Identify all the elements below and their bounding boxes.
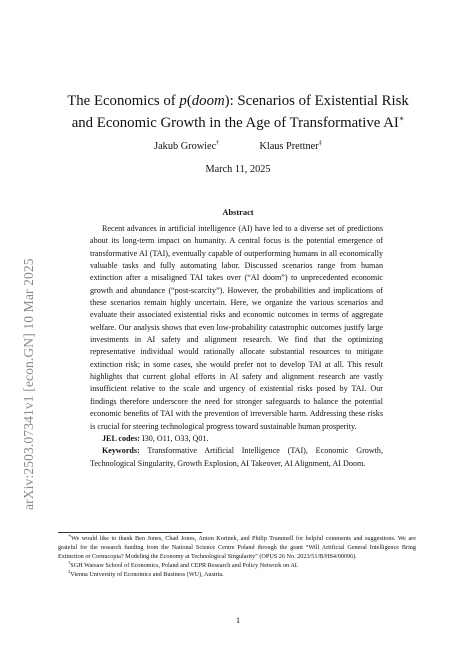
footnote-marker: ‡ <box>68 568 71 574</box>
footnote-divider <box>58 532 202 533</box>
footnote-marker: ∗ <box>68 532 72 538</box>
title-text-end: ): Scenarios of Existential Risk and Economic Growth in the Age of Transformative AI <box>71 93 409 131</box>
author-name: Jakub Growiec <box>154 141 217 152</box>
author-footnote-marker: ‡ <box>318 139 322 147</box>
author-list <box>58 141 418 152</box>
footnotes <box>58 532 416 580</box>
title-footnote-marker: ∗ <box>398 114 405 124</box>
footnote-affiliation-growiec <box>58 559 416 571</box>
keywords <box>90 445 383 470</box>
author-growiec <box>154 141 219 152</box>
abstract-paragraph: Recent advances in artificial intelligence (AI) have led to a diverse set of predictions about its long-term impact on humanity. A central focus is the potential emergence of transformative AI (TAI), eventually capable of outperforming humans in all economically valuable tasks and fully automating labor. Discussed scenarios range from human extinction after a misaligned TAI takes over (“AI doom”) to unprecedented economic growth and abundance (“post-scarcity”). However, the probabilities and implications of these scenarios remain highly uncertain. Here, we organize the various scenarios and evaluate their associated existential risks and economic outcomes in terms of aggregate welfare. Our analysis shows that even low-probability catastrophic outcomes justify large investments in AI safety and alignment research. We find that the optimizing representative individual would rationally allocate substantial resources to mitigate extinction risk; in some cases, she would prefer not to develop TAI at all. This result highlights that current global efforts in AI safety and alignment research are vastly insufficient relative to the scale and urgency of existential risks posed by TAI. Our findings therefore underscore the need for stronger safeguards to balance the potential economic benefits of TAI with the prevention of irreversible harm. Addressing these risks is crucial for steering technological progress toward sustainable human prosperity. <box>90 224 383 431</box>
footnote-text: We would like to thank Ben Jones, Chad Jones, Anton Korinek, and Philip Trammell for helpful comments and suggestions. We are grateful for the research funding from the National Science Centre Poland through the grant “Will Artificial General Intelligence Bring Extinction or Cornucopia? Modeling the Economy at Technological Singularity” (OPUS 26 No. 2023/51/B/HS4/00096). <box>58 535 416 560</box>
title-math-doom: doom <box>191 93 225 109</box>
jel-codes <box>90 433 383 445</box>
keywords-values: Transformative Artificial Intelligence (TAI), Economic Growth, Technological Singularity, Growth Explosion, AI Takeover, AI Alignment, AI Doom. <box>90 446 383 468</box>
jel-values: I30, O11, O33, Q01. <box>142 433 209 443</box>
title-math-p: p <box>179 93 187 109</box>
title-text-start: The Economics of <box>67 93 180 109</box>
page-number: 1 <box>235 615 241 625</box>
publication-date: March 11, 2025 <box>205 164 271 175</box>
author-name: Klaus Prettner <box>259 141 319 152</box>
arxiv-identifier: arXiv:2503.07341v1 [econ.GN] 10 Mar 2025 <box>21 258 36 510</box>
abstract-heading: Abstract <box>222 208 254 217</box>
author-footnote-marker: † <box>216 139 220 147</box>
footnote-marker: † <box>68 559 71 565</box>
footnote-text: SGH Warsaw School of Economics, Poland and CEPR Research and Policy Network on AI. <box>70 561 299 569</box>
paper-title <box>58 90 418 134</box>
author-prettner <box>259 141 321 152</box>
jel-label: JEL codes: <box>102 433 140 443</box>
title-paren-open: ( <box>186 93 192 109</box>
footnote-affiliation-prettner <box>58 568 416 580</box>
footnote-text: Vienna University of Economics and Business (WU), Austria. <box>70 570 224 578</box>
abstract-section <box>90 223 383 470</box>
keywords-label: Keywords: <box>102 446 140 456</box>
footnote-acknowledgements <box>58 532 416 562</box>
